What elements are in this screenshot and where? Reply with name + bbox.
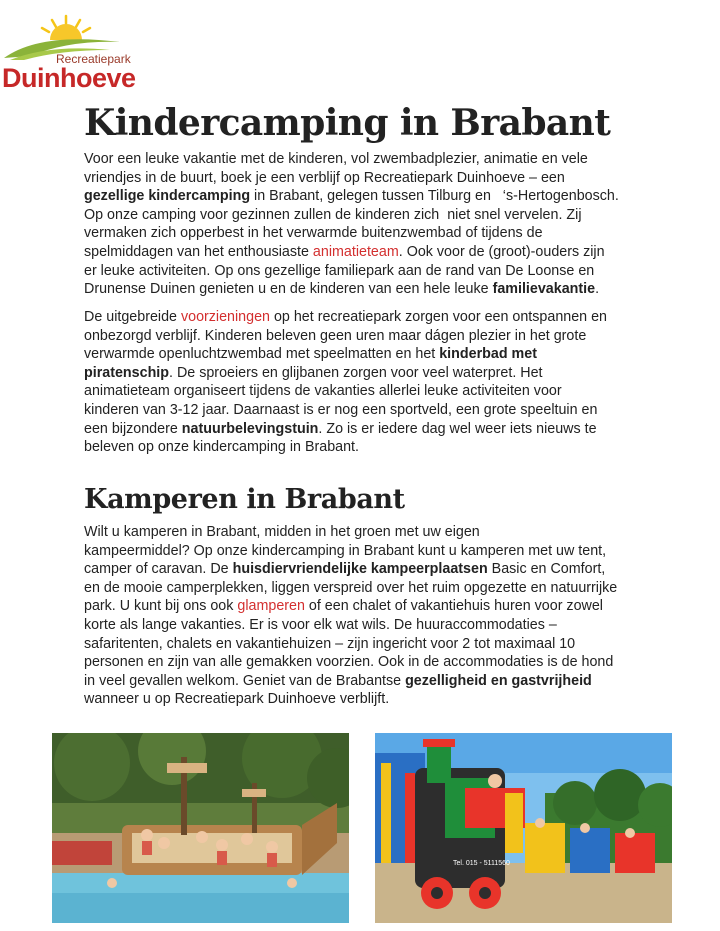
text-span: park. U kunt bij ons ook (84, 598, 238, 615)
bold-text: familievakantie (492, 281, 596, 298)
text-span: . Ook voor de (groot)-ouders zijn (398, 243, 605, 260)
text-span: of een chalet of vakantiehuis huren voor zowel (304, 598, 603, 615)
text-line (84, 187, 640, 206)
text-span: verwarmde openluchtzwembad met speelmatten en het (84, 346, 440, 363)
pirate-ship-photo (52, 733, 349, 923)
bold-text: gezellige kindercamping (84, 188, 251, 205)
text-line: vermaken zich opperbest in het verwarmde buitenzwembad of tijdens de (84, 225, 543, 242)
train-phone-sign: Tel. 015 - 5111560 (453, 860, 510, 867)
bold-text: kinderbad met (439, 346, 537, 363)
bold-text: natuurbelevingstuin (181, 420, 319, 437)
bold-text: gezelligheid en gastvrijheid (405, 672, 592, 689)
text-line: korte als lange vakanties. Er is voor elk wat wils. De huuraccommodaties – (84, 616, 557, 633)
text-line (84, 280, 640, 299)
text-span: . De sproeiers en glijbanen zorgen voor veel waterpret. Het (169, 364, 543, 381)
text-line (84, 345, 640, 364)
text-line: kampeermiddel? Op onze kindercamping in Brabant kunt u kamperen met uw tent, (84, 542, 607, 559)
facilities-paragraph (84, 308, 640, 457)
text-line: Op onze camping voor gezinnen zullen de kinderen zich niet snel vervelen. Zij (84, 206, 582, 223)
logo-subtitle: Recreatiepark (56, 52, 131, 66)
text-span: De uitgebreide (84, 309, 181, 325)
text-line: en de mooie camperplekken, liggen verspreid over het ruim opgezette en natuurrijke (84, 579, 618, 596)
bold-text: huisdiervriendelijke kampeerplaatsen (232, 561, 488, 578)
text-line (84, 420, 640, 439)
text-line (84, 560, 640, 579)
text-line: kinderen van 3-12 jaar. Daarnaast is er nog een sportveld, een grote speeltuin en (84, 401, 598, 418)
text-span: camper of caravan. De (84, 561, 233, 578)
text-line: vriendjes in de buurt, boek je een verblijf op Recreatiepark Duinhoeve – een (84, 169, 565, 186)
text-line (84, 364, 640, 383)
bold-text: piratenschip (84, 364, 170, 381)
text-line: Voor een leuke vakantie met de kinderen, vol zwembadplezier, animatie en vele (84, 151, 588, 167)
text-span: . Zo is er iedere dag wel weer iets nieuws te (318, 420, 597, 437)
text-line: safaritenten, chalets en vakantiehuizen – zijn ingericht voor 2 tot maximaal 10 (84, 635, 576, 652)
kids-train-photo (375, 733, 672, 923)
text-line: onbezorgd verblijf. Kinderen beleven geen uren maar dágen plezier in het grote (84, 327, 587, 344)
intro-paragraph (84, 150, 640, 299)
text-line: Wilt u kamperen in Brabant, midden in het groen met uw eigen (84, 524, 480, 540)
text-span: op het recreatiepark zorgen voor een ontspannen en (270, 309, 608, 325)
text-span: een bijzondere (84, 420, 182, 437)
text-line: wanneer u op Recreatiepark Duinhoeve verblijft. (84, 691, 390, 708)
page-title: Kindercamping in Brabant (84, 102, 611, 144)
text-span: spelmiddagen van het enthousiaste (84, 243, 313, 260)
animatieteam-link[interactable]: animatieteam (312, 243, 399, 260)
train-illustration (375, 733, 672, 923)
logo[interactable] (0, 14, 136, 93)
text-span: in veel gevallen welkom. Geniet van de Brabantse (84, 672, 406, 689)
voorzieningen-link[interactable]: voorzieningen (180, 309, 270, 325)
text-line (84, 243, 640, 262)
text-span: in Brabant, gelegen tussen Tilburg en ‘s-Hertogenbosch. (250, 188, 619, 205)
text-line: animatieteam organiseert tijdens de vakanties allerlei leuke activiteiten voor (84, 383, 562, 400)
text-line (84, 672, 640, 691)
pirate-ship-illustration (52, 733, 349, 923)
text-span: Drunense Duinen genieten u en de kinderen van een hele leuke (84, 281, 493, 298)
glamperen-link[interactable]: glamperen (237, 598, 305, 615)
logo-name: Duinhoeve (2, 63, 136, 93)
camping-paragraph (84, 523, 640, 709)
text-line: personen en zijn van alle gemakken voorzien. Ook in de accommodaties is de hond (84, 654, 614, 671)
text-line: beleven op onze kindercamping in Brabant. (84, 439, 359, 456)
section-heading: Kamperen in Brabant (84, 484, 405, 515)
text-line: er leuke activiteiten. Op ons gezellige familiepark aan de rand van De Loonse en (84, 262, 595, 279)
text-line (84, 597, 640, 616)
text-span: . (595, 281, 600, 298)
text-line (84, 308, 640, 327)
text-span: Basic en Comfort, (487, 561, 606, 578)
